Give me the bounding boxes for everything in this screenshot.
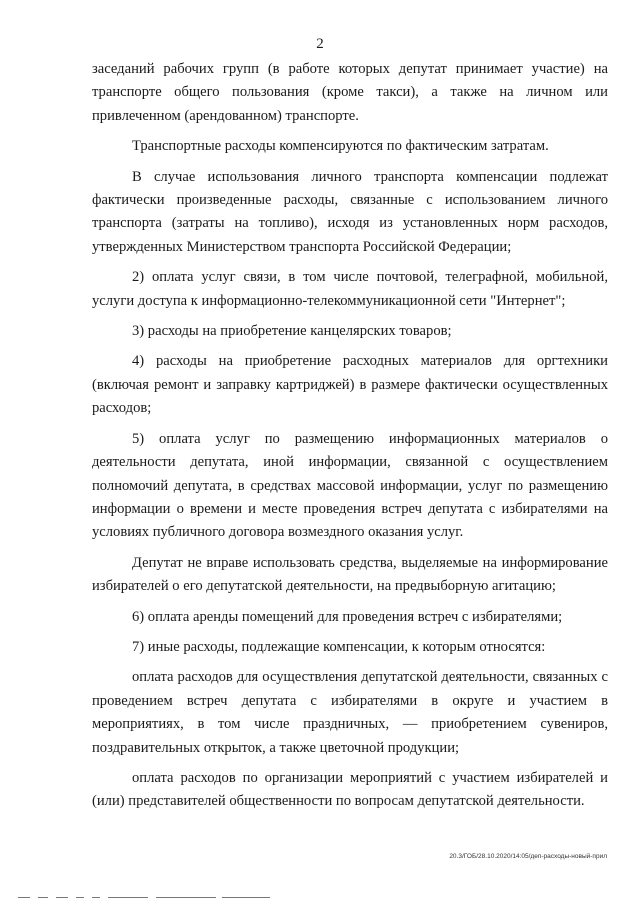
paragraph-other-expenses-2: оплата расходов по организации мероприятий с участием избирателей и (или) представителей общественности по вопросам депутатской деятельности. — [92, 769, 608, 810]
list-item-3: 3) расходы на приобретение канцелярских товаров; — [132, 323, 452, 340]
paragraph-personal-transport: В случае использования личного транспорта компенсации подлежат фактически произведенные расходы, связанные с использованием личного транспорта (затраты на топливо), исходя из установленных норм расходов, утвержденных Министерством транспорта Российской Федерации; — [92, 168, 608, 255]
paragraph-agitation-restriction: Депутат не вправе использовать средства, выделяемые на информирование избирателей о его депутатской деятельности, на предвыборную агитацию; — [92, 554, 608, 595]
scan-artifact-marks — [0, 895, 640, 901]
list-item-7: 7) иные расходы, подлежащие компенсации, к которым относятся: — [132, 638, 546, 655]
paragraph-other-expenses-1: оплата расходов для осуществления депутатской деятельности, связанных с проведением встреч депутата с избирателями в округе и участием в мероприятиях, в том числе праздничных, — приобретением сувениров, поздравительных открыток, а также цветочной продукции; — [92, 669, 608, 756]
document-footer-reference: 20.3/ГОБ/28.10.2020/14:05/деп-расходы-новый-прил — [449, 853, 607, 860]
paragraph-continuation: заседаний рабочих групп (в работе которых депутат принимает участие) на транспорте общего пользования (кроме такси), а также на личном или привлеченном (арендованном) транспорте. — [92, 61, 608, 124]
list-item-2: 2) оплата услуг связи, в том числе почтовой, телеграфной, мобильной, услуги доступа к информационно-телекоммуникационной сети "Интернет"; — [92, 269, 608, 309]
list-item-5: 5) оплата услуг по размещению информационных материалов о деятельности депутата, иной информации, связанной с осуществлением полномочий депутата, в средствах массовой информации, услуг по размещению информации о времени и месте проведения встреч депутата с избирателями на условиях публичного договора возмездного оказания услуг. — [92, 430, 608, 541]
list-item-4: 4) расходы на приобретение расходных материалов для оргтехники (включая ремонт и заправку картриджей) в размере фактически осуществленных расходов; — [92, 353, 608, 417]
list-item-6: 6) оплата аренды помещений для проведения встреч с избирателями; — [132, 608, 563, 625]
document-body — [92, 58, 608, 814]
paragraph-transport-expenses: Транспортные расходы компенсируются по фактическим затратам. — [132, 138, 549, 155]
page-number: 2 — [316, 36, 324, 52]
